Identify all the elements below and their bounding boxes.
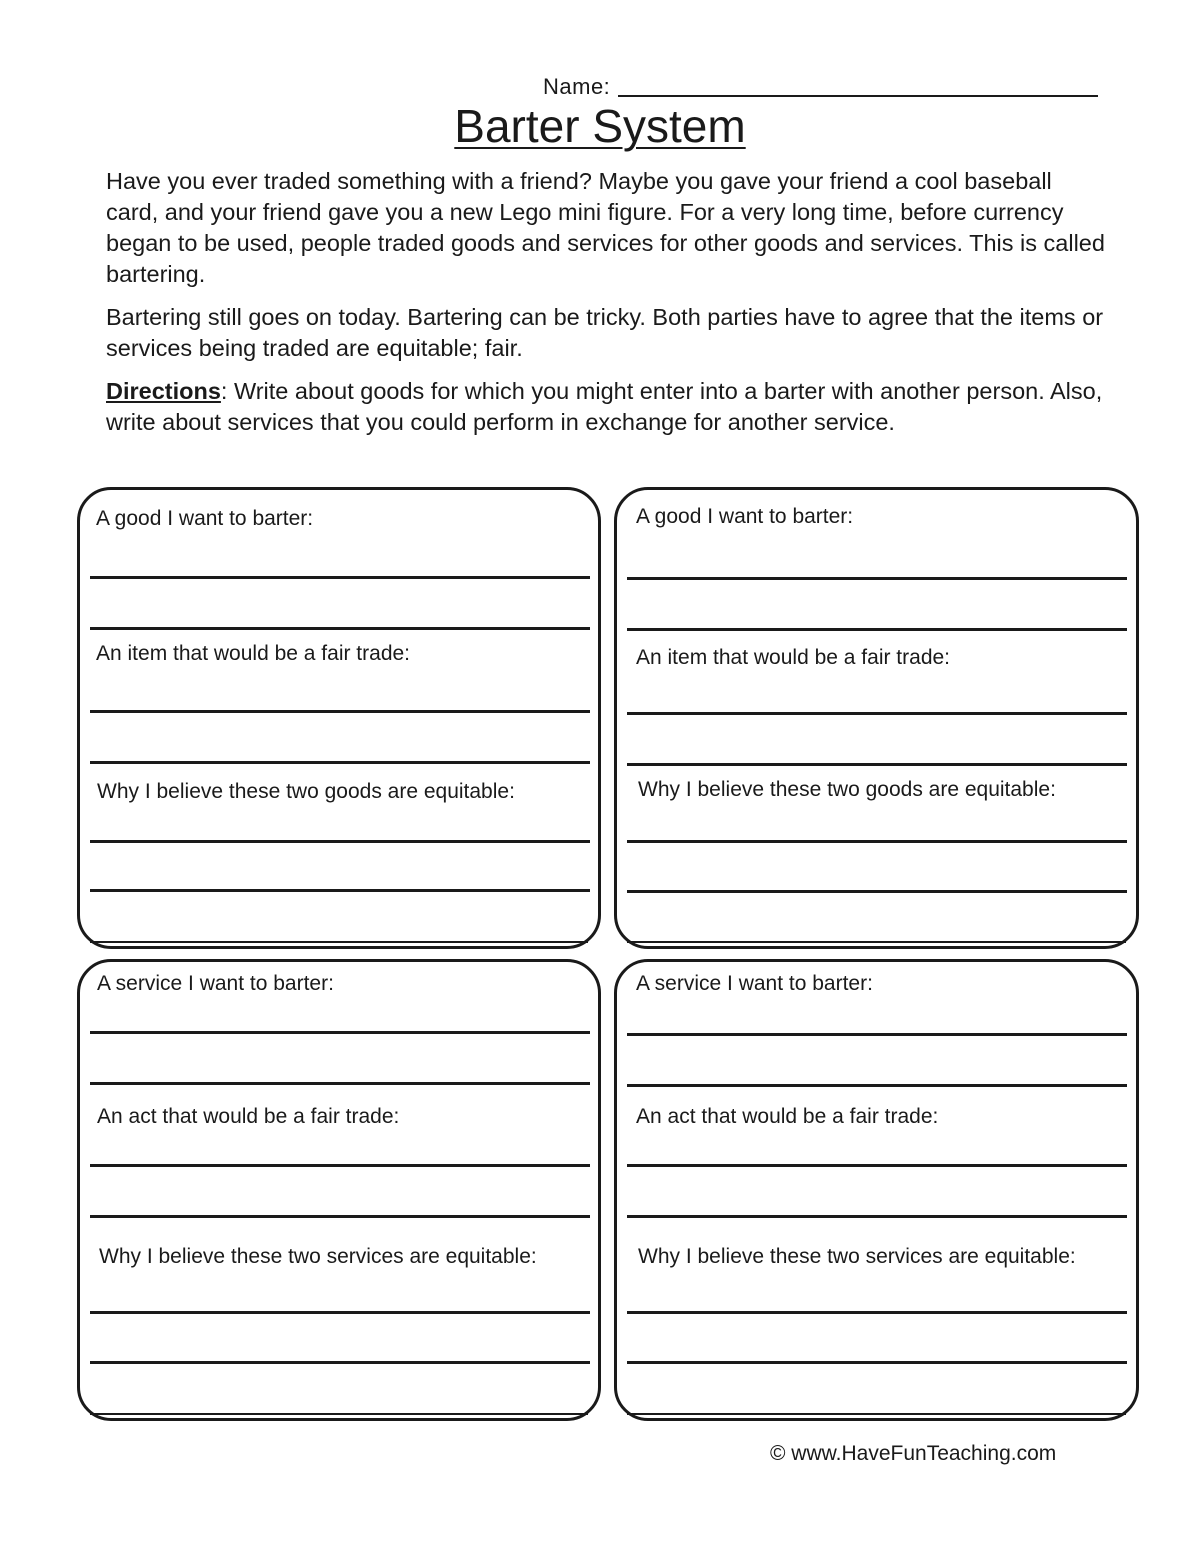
directions-label: Directions [106,378,221,404]
name-answer-line[interactable] [618,94,1098,97]
answer-line[interactable] [90,627,590,630]
fair-trade-act-prompt: An act that would be a fair trade: [97,1105,400,1128]
fair-trade-item-prompt: An item that would be a fair trade: [96,642,411,665]
name-label: Name: [543,74,611,99]
page-title: Barter System [454,100,746,152]
services-equitable-prompt: Why I believe these two services are equitable: [99,1245,537,1268]
answer-line[interactable] [90,1361,590,1364]
fair-trade-act-prompt: An act that would be a fair trade: [636,1105,939,1128]
service-to-barter-prompt: A service I want to barter: [97,972,334,995]
answer-line[interactable] [90,889,590,892]
copyright-footer: © www.HaveFunTeaching.com [770,1442,1057,1465]
answer-line[interactable] [627,1033,1127,1036]
answer-line[interactable] [90,1311,590,1314]
answer-line[interactable] [627,763,1127,766]
answer-line[interactable] [90,761,590,764]
service-to-barter-prompt: A service I want to barter: [636,972,873,995]
answer-line[interactable] [90,576,590,579]
answer-line[interactable] [90,1031,590,1034]
answer-line[interactable] [627,890,1127,893]
services-equitable-prompt: Why I believe these two services are equitable: [638,1245,1076,1268]
answer-line[interactable] [627,1164,1127,1167]
goods-box-right [614,487,1139,949]
fair-trade-item-prompt: An item that would be a fair trade: [636,646,951,669]
answer-line[interactable] [90,710,590,713]
intro-text [106,166,1106,450]
answer-line[interactable] [627,628,1127,631]
name-field [543,70,1098,100]
answer-line[interactable] [90,1215,590,1218]
box-bottom-line [90,941,588,943]
intro-paragraph-2: Bartering still goes on today. Bartering can be tricky. Both parties have to agree that the items or services being traded are equitable; fair. [106,304,1104,361]
answer-line[interactable] [627,1361,1127,1364]
good-to-barter-prompt: A good I want to barter: [96,507,314,530]
answer-line[interactable] [627,577,1127,580]
answer-line[interactable] [627,840,1127,843]
services-box-right [614,959,1139,1421]
directions-text: : Write about goods for which you might enter into a barter with another person. Also, write about services that you could perform in exchange for another service. [106,378,1103,435]
answer-line[interactable] [627,1215,1127,1218]
answer-line[interactable] [627,1311,1127,1314]
services-box-left [77,959,601,1421]
answer-line[interactable] [90,1082,590,1085]
answer-line[interactable] [90,1164,590,1167]
goods-equitable-prompt: Why I believe these two goods are equitable: [638,778,1056,801]
intro-paragraph-1: Have you ever traded something with a friend? Maybe you gave your friend a cool baseball card, and your friend gave you a new Lego mini figure. For a very long time, before currency began to be used, people traded goods and services for other goods and services. This is called bartering. [106,168,1105,287]
box-bottom-line [90,1413,588,1415]
answer-line[interactable] [627,1084,1127,1087]
box-bottom-line [627,1413,1126,1415]
goods-box-left [77,487,601,949]
box-bottom-line [627,941,1126,943]
directions-paragraph [106,376,1106,438]
good-to-barter-prompt: A good I want to barter: [636,505,854,528]
goods-equitable-prompt: Why I believe these two goods are equitable: [97,780,515,803]
answer-line[interactable] [627,712,1127,715]
answer-line[interactable] [90,840,590,843]
